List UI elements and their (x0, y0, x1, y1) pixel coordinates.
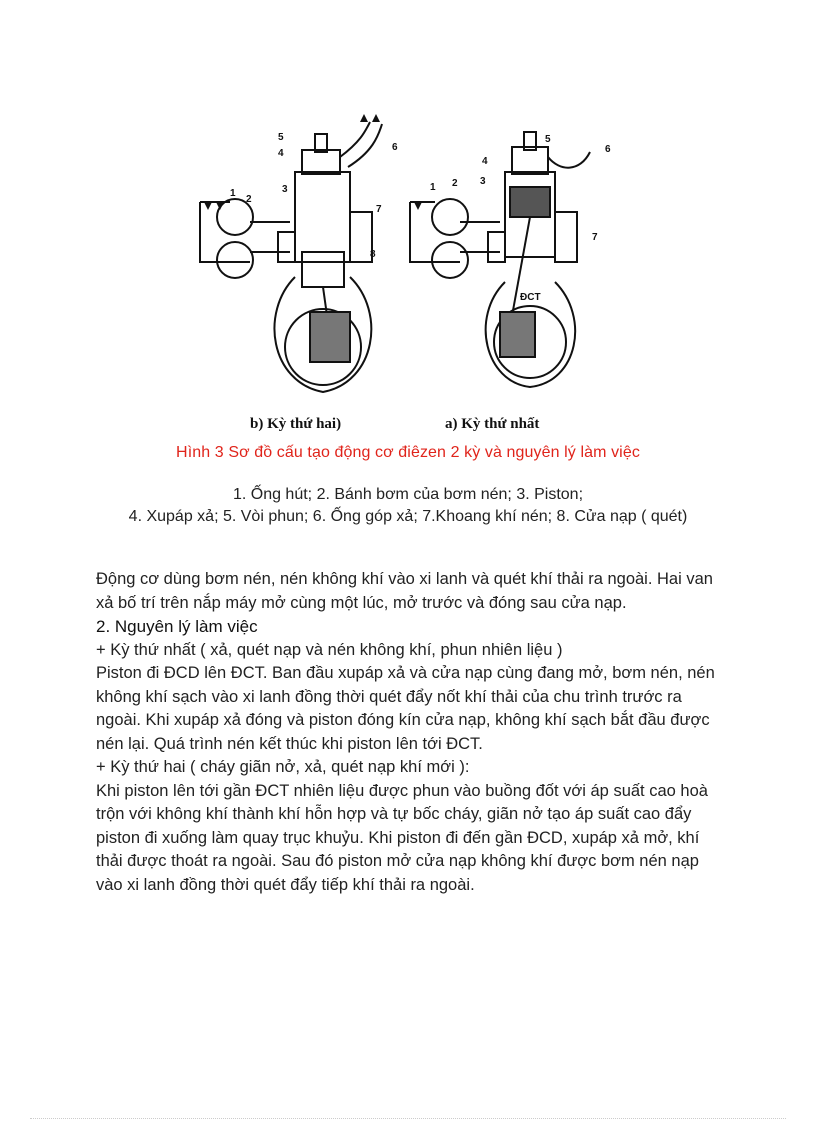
page-footer-divider (30, 1118, 786, 1119)
stroke2-heading: + Kỳ thứ hai ( cháy giãn nở, xả, quét nạp khí mới ): (96, 758, 470, 776)
part-number-3-right: 3 (480, 176, 486, 187)
figure-label-left: b) Kỳ thứ hai) (250, 416, 342, 432)
part-number-2-left: 2 (246, 194, 252, 205)
intro-paragraph: Động cơ dùng bơm nén, nén không khí vào xi lanh và quét khí thải ra ngoài. Hai van xả bố trí trên nắp máy mở cùng một lúc, mở trước và đóng sau cửa nạp. (96, 570, 713, 612)
part-number-5-left: 5 (278, 132, 284, 143)
part-number-2-right: 2 (452, 178, 458, 189)
engine-left-stroke2 (200, 122, 382, 392)
figure-legend (80, 484, 736, 528)
engine-diagram-figure (190, 112, 620, 442)
part-number-4-left: 4 (278, 148, 284, 159)
section-title: 2. Nguyên lý làm việc (96, 617, 258, 636)
two-stroke-engine-diagram (190, 112, 620, 442)
engine-right-stroke1 (410, 132, 590, 387)
legend-line-1: 1. Ống hút; 2. Bánh bơm của bơm nén; 3. Piston; (232, 486, 584, 503)
part-number-8-left: 8 (370, 249, 376, 260)
dct-label: ĐCT (520, 292, 541, 303)
figure-label-right: a) Kỳ thứ nhất (445, 416, 540, 432)
part-number-5-right: 5 (545, 134, 551, 145)
part-number-7-right: 7 (592, 232, 598, 243)
part-number-3-left: 3 (282, 184, 288, 195)
part-number-4-right: 4 (482, 156, 488, 167)
body-text (96, 568, 726, 897)
stroke1-heading: + Kỳ thứ nhất ( xả, quét nạp và nén không khí, phun nhiên liệu ) (96, 640, 563, 659)
legend-line-2: 4. Xupáp xả; 5. Vòi phun; 6. Ống góp xả; 7.Khoang khí nén; 8. Cửa nạp ( quét) (128, 508, 688, 525)
stroke1-paragraph: Piston đi ĐCD lên ĐCT. Ban đầu xupáp xả và cửa nạp cùng đang mở, bơm nén, nén không khí sạch vào xi lanh đồng thời quét đẩy nốt khí thải của chu trình trước ra ngoài. Khi xupáp xả đóng và piston đóng kín cửa nạp, không khí sạch bắt đầu được nén lại. Quá trình nén kết thúc khi piston lên tới ĐCT. (96, 664, 715, 753)
part-number-6-right: 6 (605, 144, 611, 155)
right-diagram-arrows (414, 202, 422, 210)
part-number-7-left: 7 (376, 204, 382, 215)
stroke2-paragraph: Khi piston lên tới gần ĐCT nhiên liệu được phun vào buồng đốt với áp suất cao hoà trộn với không khí thành khí hỗn hợp và tự bốc cháy, giãn nở tạo áp suất cao đẩy piston đi xuống làm quay trục khuỷu. Khi piston đi đến gần ĐCD, xupáp xả mở, khí thải được thoát ra ngoài. Sau đó piston mở cửa nạp không khí được bơm nén nạp vào xi lanh đồng thời quét đẩy tiếp khí thải ra ngoài. (96, 781, 708, 894)
part-number-6-left: 6 (392, 142, 398, 153)
part-number-1-right: 1 (430, 182, 436, 193)
figure-caption: Hình 3 Sơ đồ cấu tạo động cơ điêzen 2 kỳ và nguyên lý làm việc (176, 444, 640, 461)
part-number-1-left: 1 (230, 188, 236, 199)
right-part-numbers (430, 134, 611, 303)
